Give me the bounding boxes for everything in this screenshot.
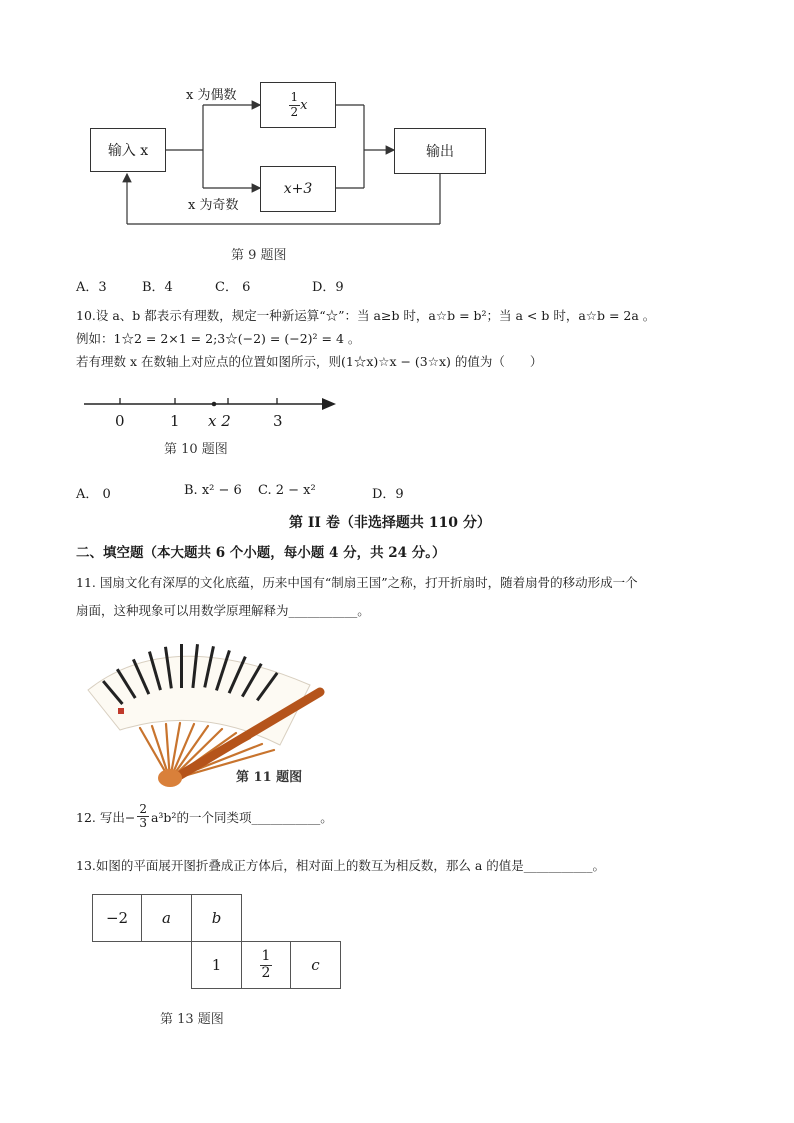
q10-axis-label-x2: x 2 — [208, 412, 231, 430]
q10-option-c: C. 2 − x² — [258, 483, 316, 498]
cube-net-cell-a: a — [141, 894, 192, 942]
q10-option-a: A． 0 — [76, 487, 111, 502]
flow-even-condition: x 为偶数 — [186, 88, 237, 103]
q12-prefix: 12. 写出− — [76, 809, 136, 825]
cube-net-cell-1: 1 — [191, 941, 242, 989]
q10-option-b: B. x² − 6 — [184, 483, 242, 498]
flow-output-label: 输出 — [426, 144, 454, 160]
flow-odd-label: x+3 — [283, 181, 313, 197]
q11-line-2: 扇面，这种现象可以用数学原理解释为___________。 — [76, 603, 370, 618]
q13-figure-caption: 第 13 题图 — [160, 1012, 224, 1027]
cube-net-half-fraction: $\frac{1}{2}$ — [261, 948, 271, 981]
section-2-part-heading: 二、填空题（本大题共 6 个小题，每小题 4 分，共 24 分。） — [76, 545, 446, 561]
q10-axis-label-3: 3 — [273, 412, 283, 430]
flow-input-label: 输入 x — [107, 143, 149, 159]
q12-fraction: $\frac{2}{3}$ — [139, 802, 147, 831]
flow-even-box — [260, 82, 336, 128]
q12-suffix: a³b²的一个同类项___________。 — [150, 809, 333, 825]
cube-net-cell-b: b — [191, 894, 242, 942]
flow-even-fraction: $\frac{1}{2}$ — [290, 90, 299, 119]
q9-figure-caption: 第 9 题图 — [231, 248, 287, 263]
flow-odd-box — [260, 166, 336, 212]
flow-odd-condition: x 为奇数 — [188, 198, 239, 213]
q10-line-3: 若有理数 x 在数轴上对应点的位置如图所示，则(1☆x)☆x − (3☆x) 的值为（ ） — [76, 354, 543, 369]
q11-line-1: 11. 国扇文化有深厚的文化底蕴，历来中国有“制扇王国”之称，打开折扇时，随着扇骨的移动形成一个 — [76, 575, 638, 590]
cube-net-cell-neg2: −2 — [92, 894, 142, 942]
q9-option-b: B．4 — [142, 280, 173, 295]
q13-question: 13.如图的平面展开图折叠成正方体后，相对面上的数互为相反数，那么 a 的值是___________。 — [76, 858, 606, 873]
q10-axis-label-0: 0 — [115, 412, 125, 430]
flow-input-box — [90, 128, 166, 172]
section-2-title: 第 II 卷（非选择题共 110 分） — [289, 515, 491, 531]
q11-figure-caption: 第 11 题图 — [236, 770, 303, 785]
flow-even-variable: x — [300, 97, 308, 113]
q9-option-c: C． 6 — [215, 280, 251, 295]
q10-option-d: D．9 — [372, 487, 404, 502]
cube-net-cell-half — [241, 941, 291, 989]
q10-axis-label-1: 1 — [170, 412, 180, 430]
cube-net-cell-c: c — [290, 941, 341, 989]
flow-output-box — [394, 128, 486, 174]
q9-flowchart-lines — [0, 0, 794, 240]
q10-figure-caption: 第 10 题图 — [164, 442, 228, 457]
q10-line-1: 10.设 a、b 都表示有理数，规定一种新运算“☆”：当 a≥b 时，a☆b = b²；当 a < b 时，a☆b = 2a 。 — [76, 308, 656, 323]
q9-option-d: D．9 — [312, 280, 344, 295]
q12-question — [76, 803, 333, 830]
q10-line-2: 例如：1☆2 = 2×1 = 2;3☆(−2) = (−2)² = 4 。 — [76, 331, 361, 346]
q9-option-a: A．3 — [76, 280, 107, 295]
